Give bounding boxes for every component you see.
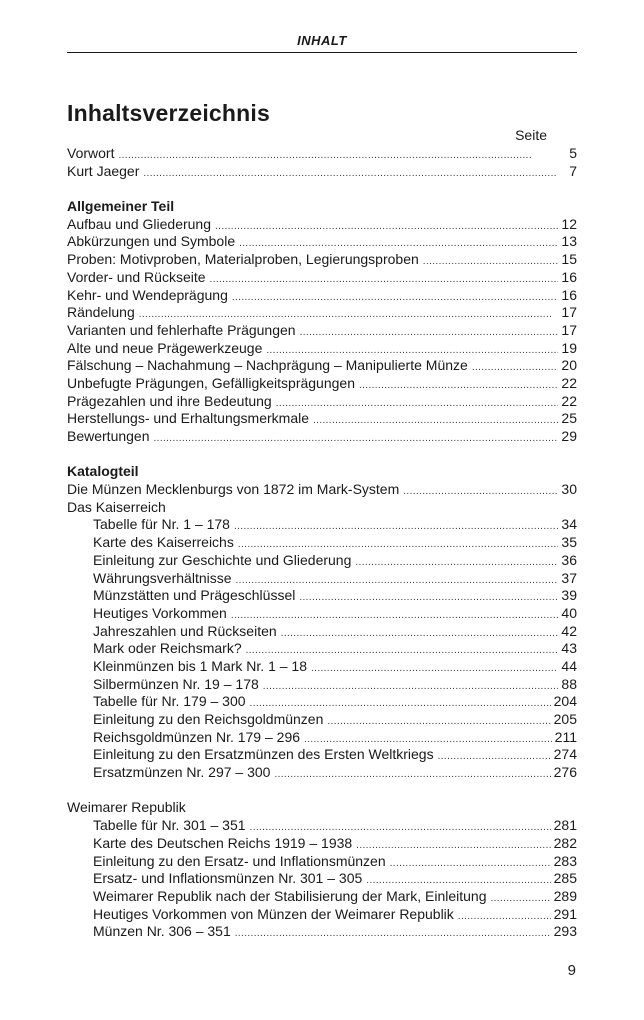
toc-entry-page: 16: [561, 268, 577, 285]
toc-entry-label: Heutiges Vorkommen: [93, 604, 227, 621]
dot-leader: [215, 218, 558, 236]
toc-entry-label: Bewertungen: [67, 428, 150, 444]
dot-leader: [274, 766, 550, 784]
toc-entry-label: Einleitung zu den Ersatzmünzen des Ersten Weltkriegs: [93, 746, 434, 763]
dot-leader: [299, 589, 558, 607]
page-column-label: Seite: [515, 127, 547, 143]
toc-entry-label: Tabelle für Nr. 301 – 351: [93, 817, 246, 834]
toc-entry-label: Weimarer Republik nach der Stabilisierung der Mark, Einleitung: [93, 887, 487, 904]
toc-entry-page: 12: [561, 215, 577, 232]
toc-subentry[interactable]: [67, 693, 577, 711]
dot-leader: [403, 483, 558, 501]
section-heading-allgemeiner-teil: Allgemeiner Teil: [67, 198, 175, 215]
dot-leader: [143, 165, 564, 183]
dot-leader: [263, 678, 559, 696]
toc-entry-label: Abkürzungen und Symbole: [67, 233, 236, 250]
toc-entry-page: 88: [561, 675, 577, 692]
page-number: 9: [567, 962, 576, 979]
toc-entry[interactable]: [67, 375, 577, 393]
toc-subentry[interactable]: [67, 552, 577, 570]
toc-entry-page: 19: [561, 339, 577, 356]
toc-entry[interactable]: [67, 357, 577, 375]
dot-leader: [300, 324, 559, 342]
dot-leader: [472, 359, 559, 377]
toc-entry[interactable]: [67, 428, 577, 446]
toc-entry-label: Vorwort: [67, 145, 115, 161]
toc-entry-page: 36: [561, 551, 577, 568]
section-gap: [67, 782, 577, 800]
dot-leader: [327, 713, 550, 731]
toc-entry-page: 211: [554, 728, 577, 745]
toc-entry-label: Ersatz- und Inflationsmünzen Nr. 301 – 305: [93, 870, 363, 887]
toc-entry-page: 283: [553, 852, 577, 869]
toc-subentry[interactable]: [67, 853, 577, 871]
toc-entry-label: Jahreszahlen und Rückseiten: [93, 622, 277, 639]
running-head: INHALT: [297, 33, 347, 48]
toc-subentry[interactable]: [67, 570, 577, 588]
toc-entry[interactable]: [67, 410, 577, 428]
toc-entry-label: Vorder- und Rückseite: [67, 268, 206, 285]
toc-entry-page: 274: [553, 746, 577, 763]
toc-entry-page: 13: [561, 233, 577, 250]
toc-entry-page: 40: [561, 604, 577, 621]
toc-entry-page: 281: [553, 817, 577, 834]
toc-entry[interactable]: [67, 216, 577, 234]
dot-leader: [355, 554, 558, 572]
toc-entry-page: 289: [553, 887, 577, 904]
toc-entry-page: 22: [561, 374, 577, 391]
toc-entry-label: Einleitung zu den Reichsgoldmünzen: [93, 711, 324, 727]
toc-subentry[interactable]: [67, 835, 577, 853]
dot-leader: [281, 625, 559, 643]
toc-subentry[interactable]: [67, 906, 577, 924]
toc-entry-page: 29: [561, 428, 577, 444]
toc-subentry[interactable]: [67, 870, 577, 888]
toc-entry-page: 7: [569, 162, 577, 179]
toc-entry-label: Tabelle für Nr. 1 – 178: [93, 516, 230, 533]
dot-leader: [311, 660, 558, 678]
header-rule: [67, 52, 577, 53]
toc-subentry[interactable]: [67, 746, 577, 764]
toc-entry[interactable]: [67, 393, 577, 411]
toc-entry[interactable]: [67, 481, 577, 499]
toc-subentry[interactable]: [67, 516, 577, 534]
toc-entry-page: 17: [561, 304, 577, 321]
toc-entry-page: 43: [561, 640, 577, 657]
dot-leader: [276, 395, 559, 413]
toc-entry-label: Aufbau und Gliederung: [67, 215, 211, 232]
toc-entry[interactable]: [67, 304, 577, 322]
dot-leader: [154, 430, 559, 448]
toc-entry-vorwort[interactable]: [67, 145, 577, 163]
page-title: Inhaltsverzeichnis: [67, 100, 271, 126]
toc-entry-label: Reichsgoldmünzen Nr. 179 – 296: [93, 728, 301, 745]
toc-entry[interactable]: [67, 287, 577, 305]
toc-subentry[interactable]: [67, 764, 577, 782]
toc-entry[interactable]: [67, 340, 577, 358]
toc-entry-page: 44: [561, 657, 577, 674]
subsection-heading-kaiserreich: Das Kaiserreich: [67, 498, 166, 515]
table-of-contents: [67, 145, 577, 941]
toc-entry-page: 30: [561, 481, 577, 498]
toc-entry-page: 37: [561, 569, 577, 586]
toc-entry-page: 25: [561, 410, 577, 427]
dot-leader: [313, 412, 558, 430]
dot-leader: [423, 253, 559, 271]
toc-entry-page: 15: [561, 251, 577, 268]
dot-leader: [458, 908, 551, 926]
toc-entry-label: Proben: Motivproben, Materialproben, Legierungsproben: [67, 251, 419, 268]
toc-entry-label: Die Münzen Mecklenburgs von 1872 im Mark-System: [67, 481, 400, 498]
toc-entry-label: Herstellungs- und Erhaltungsmerkmale: [67, 410, 309, 427]
toc-entry-label: Kurt Jaeger: [67, 162, 140, 179]
toc-entry-page: 276: [553, 764, 577, 781]
dot-leader: [210, 271, 559, 289]
toc-subentry[interactable]: [67, 676, 577, 694]
section-heading-weimarer-republik: Weimarer Republik: [67, 799, 186, 816]
dot-leader: [118, 147, 564, 165]
dot-leader: [234, 518, 558, 536]
toc-subentry[interactable]: [67, 623, 577, 641]
toc-entry-label: Einleitung zur Geschichte und Gliederung: [93, 551, 352, 568]
toc-entry-label: Prägezahlen und ihre Bedeutung: [67, 392, 272, 409]
dot-leader: [390, 855, 551, 873]
toc-subentry[interactable]: [67, 711, 577, 729]
toc-entry-page: 16: [561, 286, 577, 303]
toc-subentry[interactable]: [67, 534, 577, 552]
dot-leader: [232, 289, 559, 307]
toc-entry-page: 22: [561, 392, 577, 409]
toc-subentry[interactable]: [67, 658, 577, 676]
dot-leader: [490, 890, 550, 908]
toc-entry-label: Kehr- und Wendeprägung: [67, 286, 228, 303]
toc-entry-label: Münzstätten und Prägeschlüssel: [93, 587, 296, 604]
toc-subentry[interactable]: [67, 729, 577, 747]
toc-entry-label: Alte und neue Prägewerkzeuge: [67, 339, 263, 356]
dot-leader: [359, 377, 558, 395]
toc-entry-label: Kleinmünzen bis 1 Mark Nr. 1 – 18: [93, 657, 307, 674]
toc-entry-page: 39: [561, 587, 577, 604]
toc-entry-page: 17: [561, 321, 577, 338]
toc-entry-page: 291: [553, 905, 577, 922]
toc-entry-page: 204: [553, 693, 577, 710]
toc-entry-label: Heutiges Vorkommen von Münzen der Weimarer Republik: [93, 905, 454, 922]
toc-entry-label: Mark oder Reichsmark?: [93, 640, 242, 657]
toc-subentry[interactable]: [67, 817, 577, 835]
toc-entry[interactable]: [67, 251, 577, 269]
section-gap: [67, 180, 577, 198]
toc-subentry[interactable]: [67, 640, 577, 658]
toc-entry-page: 20: [561, 357, 577, 374]
section-gap: [67, 446, 577, 464]
dot-leader: [438, 748, 551, 766]
toc-entry-label: Rändelung: [67, 304, 135, 321]
toc-entry[interactable]: [67, 233, 577, 251]
toc-entry-label: Silbermünzen Nr. 19 – 178: [93, 675, 259, 692]
toc-subentry[interactable]: [67, 923, 577, 941]
toc-entry-label: Fälschung – Nachahmung – Nachprägung – Manipulierte Münze: [67, 357, 468, 374]
toc-entry-page: 293: [553, 923, 577, 940]
toc-entry-label: Einleitung zu den Ersatz- und Inflationsmünzen: [93, 852, 386, 869]
toc-subentry[interactable]: [67, 605, 577, 623]
toc-entry[interactable]: [67, 322, 577, 340]
toc-entry-label: Ersatzmünzen Nr. 297 – 300: [93, 764, 271, 781]
toc-entry-label: Tabelle für Nr. 179 – 300: [93, 693, 246, 710]
toc-entry-label: Währungsverhältnisse: [93, 569, 232, 586]
toc-entry-label: Varianten und fehlerhafte Prägungen: [67, 321, 296, 338]
toc-entry-label: Münzen Nr. 306 – 351: [93, 923, 231, 940]
toc-entry-kurt-jaeger[interactable]: [67, 163, 577, 181]
toc-subentry[interactable]: [67, 587, 577, 605]
toc-entry-page: 205: [553, 711, 577, 727]
toc-subentry[interactable]: [67, 888, 577, 906]
toc-entry-label: Unbefugte Prägungen, Gefälligkeitsprägungen: [67, 374, 355, 391]
toc-entry-label: Karte des Kaiserreichs: [93, 534, 234, 551]
dot-leader: [235, 925, 551, 943]
toc-entry-page: 35: [561, 534, 577, 551]
section-heading-katalogteil: Katalogteil: [67, 463, 139, 480]
toc-entry-page: 42: [561, 622, 577, 639]
toc-entry-page: 285: [553, 870, 577, 887]
toc-entry[interactable]: [67, 269, 577, 287]
toc-entry-page: 5: [569, 145, 577, 161]
toc-entry-page: 282: [553, 834, 577, 851]
toc-entry-page: 34: [561, 516, 577, 533]
toc-entry-label: Karte des Deutschen Reichs 1919 – 1938: [93, 834, 353, 851]
